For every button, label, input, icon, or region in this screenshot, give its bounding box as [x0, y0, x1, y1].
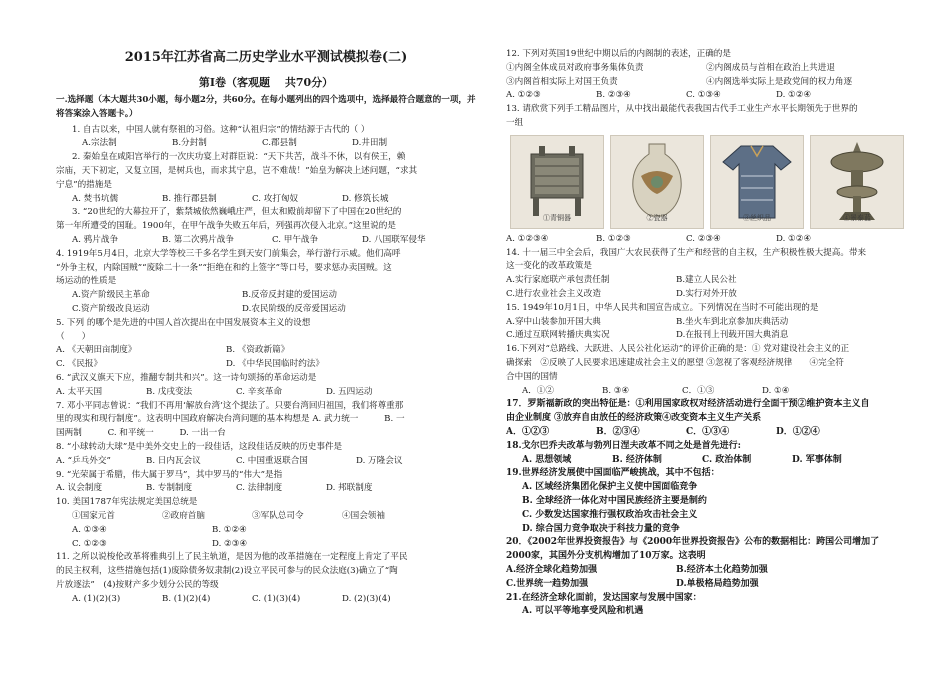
- option: D.农民阶级的反帝爱国运动: [242, 303, 346, 314]
- question-17-line: 由企业制度 ③放弃自由放任的经济政策④改变资本主义生产关系: [506, 413, 762, 424]
- option: B. 第二次鸦片战争: [162, 234, 234, 245]
- question-12-options: [506, 89, 906, 103]
- option: A.资产阶级民主革命: [72, 290, 150, 301]
- option: D.实行对外开放: [676, 288, 737, 299]
- option: C. ②③④: [686, 233, 721, 244]
- option: D. ②③④: [212, 538, 248, 549]
- question-10-items: [56, 510, 476, 524]
- option: B. ③④: [602, 385, 630, 396]
- question-4-line: “外争主权，内除国贼”“废除二十一条”“拒绝在和约上签字”等口号，要求惩办卖国贼。这: [56, 262, 392, 273]
- question-7: 7. 邓小平同志曾说：“我们不再用‘解放台湾’这个提法了。只要台湾回归祖国，我们将尊重那: [56, 400, 404, 411]
- option: B. ①②④: [212, 524, 247, 535]
- question-11-options: [56, 593, 476, 607]
- question-6: 6. “武汉义旗天下应，推翻专制共和兴”。这一诗句颂扬的革命运动是: [56, 372, 317, 383]
- image-caption: ③丝织品: [743, 213, 771, 222]
- option: C．①③④: [686, 426, 730, 437]
- option: A. ①②③④: [506, 233, 549, 244]
- question-12: 12. 下列对英国19世纪中期以后的内阁制的表述，正确的是: [506, 49, 731, 59]
- option: B. ②③④: [596, 90, 631, 101]
- option: C. (1)(3)(4): [252, 593, 301, 604]
- question-13-line: 一组: [506, 117, 524, 128]
- option: D.在报刊上刊载开国大典消息: [676, 330, 789, 341]
- question-16-options: [506, 385, 906, 399]
- option: B．②③④: [596, 426, 640, 437]
- option: D. (2)(3)(4): [342, 593, 391, 604]
- option: D．①②④: [776, 426, 820, 437]
- item: ②政府首脑: [162, 510, 205, 521]
- question-14-line: 这一变化的改革政策是: [506, 261, 592, 272]
- question-12-items-row1: [506, 62, 906, 76]
- question-10-options-row2: [56, 538, 476, 552]
- item: ①内阁全体成员对政府事务集体负责: [506, 62, 644, 73]
- question-3-line: 第一年所遭受的国耻。1900年，在甲午战争失败五年后，列强再次侵入北京。”这里说的是: [56, 221, 396, 232]
- option: C.郡县制: [262, 138, 297, 149]
- option: B. 全球经济一体化对中国民族经济主要是制约: [522, 495, 707, 506]
- question-4-line: 场运动的性质是: [56, 276, 117, 287]
- question-6-options: [56, 386, 476, 400]
- option: D. 军事体制: [792, 454, 842, 465]
- question-9-options: [56, 482, 476, 496]
- question-5-line: （ ）: [56, 331, 91, 342]
- option: D. 邦联制度: [326, 483, 373, 494]
- option: A.经济全球化趋势加强: [506, 564, 598, 575]
- option: B. 戊戌变法: [146, 386, 193, 397]
- option: A. 区域经济集团化保护主义使中国面临竞争: [522, 482, 698, 493]
- item: ③内阁首相实际上对国王负责: [506, 76, 618, 87]
- option: D. 综合国力竞争取决于科技力量的竞争: [522, 523, 680, 534]
- option: C. 攻打匈奴: [252, 193, 299, 204]
- question-16-line: 确探索 ②反映了人民要求迅速建成社会主义的愿望 ③忽视了客观经济规律 ④完全符: [506, 357, 844, 368]
- question-21: 21.在经济全球化面前，发达国家与发展中国家：: [506, 592, 702, 603]
- question-14-options-row2: [506, 288, 906, 302]
- option: D. ①②④: [776, 233, 812, 244]
- option: A. “乒乓外交”: [56, 455, 111, 466]
- item: ④国会领袖: [342, 510, 385, 521]
- question-13: 13. 请欣赏下列手工精品图片，从中找出最能代表我国古代手工业生产水平长期领先于世界的: [506, 104, 858, 115]
- option: C. 少数发达国家推行强权政治攻击社会主义: [522, 509, 698, 520]
- option: A. 可以平等地享受风险和机遇: [522, 606, 644, 617]
- question-4-options-row2: [56, 303, 476, 317]
- question-1-options: [56, 137, 476, 151]
- option: C. 辛亥革命: [236, 386, 283, 397]
- question-5-options-row2: [56, 358, 476, 372]
- question-9: 9. “光荣属于希腊，伟大属于罗马”，其中罗马的“伟大”是指: [56, 469, 283, 480]
- option: D. ①②④: [776, 90, 812, 101]
- option: A. (1)(2)(3): [72, 593, 121, 604]
- option: A. 思想领域: [522, 454, 572, 465]
- question-2-line: 宁息”的措施是: [56, 179, 112, 190]
- option: A. ①②③: [506, 90, 541, 101]
- option: C.进行农业社会主义改造: [506, 288, 601, 299]
- handicraft-images: [510, 135, 906, 229]
- image-caption: ④景泰蓝: [843, 213, 871, 222]
- option: B. 《资政新篇》: [226, 345, 290, 356]
- question-10: 10. 美国1787年宪法规定美国总统是: [56, 497, 198, 508]
- option: B. 日内瓦会议: [146, 455, 201, 466]
- question-20-line: 2000家，其国外分支机构增加了10万家。这表明: [506, 551, 706, 562]
- option: A. 太平天国: [56, 386, 103, 397]
- question-17: 17．罗斯福新政的突出特征是：①利用国家政权对经济活动进行全面干预②维护资本主义自: [506, 399, 870, 410]
- option: A. 议会制度: [56, 483, 103, 494]
- option: B.经济本土化趋势加强: [676, 564, 768, 575]
- question-8-options: [56, 455, 476, 469]
- question-20-options-row2: [506, 578, 906, 592]
- question-16: 16.下列对“总路线、大跃进、人民公社化运动”的评价正确的是：① 党对建设社会主义的正: [506, 344, 850, 355]
- option: B. 推行郡县制: [162, 193, 217, 204]
- option: B.坐火车到北京参加庆典活动: [676, 316, 789, 327]
- item: ③军队总司令: [252, 510, 304, 521]
- question-12-items-row2: [506, 76, 906, 90]
- option: A．①②③: [506, 426, 549, 437]
- question-17-options: [506, 426, 906, 440]
- option: A.穿中山装参加开国大典: [506, 316, 601, 327]
- option: D. 五四运动: [326, 386, 373, 397]
- option: C. 甲午战争: [272, 234, 319, 245]
- question-3: 3. “20世纪的大幕拉开了，紫禁城依然巍峨庄严，但太和殿前却留下了中国在20世纪的: [72, 207, 402, 218]
- question-18: 18.戈尔巴乔夫改革与勃列日涅夫改革不同之处是首先进行:: [506, 440, 741, 451]
- question-15-options-row2: [506, 329, 906, 343]
- option: B.建立人民公社: [676, 275, 737, 286]
- question-7-line: 国两制 C. 和平统一 D. 一出一台: [56, 428, 226, 439]
- option: D. 《中华民国临时约法》: [226, 359, 324, 370]
- question-2: 2. 秦始皇在咸阳宫举行的一次庆功宴上对群臣说：“天下共苦，战斗不休，以有侯王，赖: [72, 152, 406, 163]
- question-5-options-row1: [56, 344, 476, 358]
- option: A. 《天朝田亩制度》: [56, 345, 137, 356]
- left-column: [56, 0, 476, 606]
- question-2-options: [56, 193, 476, 207]
- page-title: 2015年江苏省高二历史学业水平测试模拟卷(二): [124, 50, 408, 65]
- question-3-options: [56, 234, 476, 248]
- section-title: 第Ⅰ卷（客观题 共70分）: [198, 76, 334, 89]
- option: B.分封制: [172, 138, 207, 149]
- item: ④内阁选举实际上是政党间的权力角逐: [706, 76, 853, 87]
- option: B. ①②③: [596, 233, 631, 244]
- item: ②内阁成员与首相在政治上共进退: [706, 62, 835, 73]
- question-10-options-row1: [56, 524, 476, 538]
- porcelain-vase-image: [610, 135, 704, 229]
- option: C. 《民报》: [56, 359, 103, 370]
- option: D. ①④: [762, 385, 790, 396]
- option: C．①③: [682, 385, 715, 396]
- instructions: 一.选择题（本大题共30小题，每小题2分，共60分。在每小题列出的四个选项中，选择最符合题意的一项，并将答案涂入答题卡。）: [56, 95, 476, 119]
- option: D. 八国联军侵华: [362, 234, 426, 245]
- question-7-line: 里的现实和现行制度”。这表明中国政府解决台湾问题的基本构想是 A. 武力统一 B. 一: [56, 414, 405, 425]
- question-20-options-row1: [506, 564, 906, 578]
- question-14-options-row1: [506, 274, 906, 288]
- option: A.实行家庭联产承包责任制: [506, 275, 610, 286]
- cloisonne-image: [810, 135, 904, 229]
- option: D. 修筑长城: [342, 193, 389, 204]
- option: C. 政治体制: [702, 454, 752, 465]
- image-caption: ①青铜器: [543, 213, 571, 222]
- option: A．①②: [522, 385, 554, 396]
- question-15: 15. 1949年10月1日，中华人民共和国宣告成立。下列情况在当时不可能出现的是: [506, 302, 819, 313]
- question-20: 20．《2002年世界投资报告》与《2000年世界投资报告》公布的数据相比：跨国公司增加了: [506, 537, 880, 548]
- option: C.通过互联网转播庆典实况: [506, 330, 610, 341]
- option: D.井田制: [352, 138, 388, 149]
- option: C. ①③④: [686, 90, 721, 101]
- option: B. 专制制度: [146, 483, 193, 494]
- item: ①国家元首: [72, 510, 115, 521]
- option: A.宗法制: [82, 138, 117, 149]
- question-2-line: 宗庙，天下初定，又复立国，是树兵也，而求其宁息，岂不难哉！”始皇为解决上述问题，“求其: [56, 165, 418, 176]
- question-16-line: 合中国的国情: [506, 371, 558, 382]
- option: A. ①③④: [72, 524, 107, 535]
- option: C.世界统一趋势加强: [506, 578, 589, 589]
- question-4: 4. 1919年5月4日，北京大学等校三千多名学生到天安门前集会，举行游行示威。他们高呼: [56, 248, 401, 259]
- option: A. 鸦片战争: [72, 234, 119, 245]
- question-19: 19.世界经济发展使中国面临严峻挑战，其中不包括：: [506, 468, 720, 479]
- right-column: [506, 48, 906, 619]
- option: C. 中国重返联合国: [236, 455, 308, 466]
- option: A. 焚书坑儒: [72, 193, 119, 204]
- option: D. 万隆会议: [356, 455, 403, 466]
- bronze-vessel-image: [510, 135, 604, 229]
- question-14: 14. 十一届三中全会后，我国广大农民获得了生产和经营的自主权，生产积极性极大提高。带来: [506, 247, 867, 258]
- option: B. (1)(2)(4): [162, 593, 211, 604]
- question-1: 1. 自古以来，中国人就有祭祖的习俗。这种“认祖归宗”的情结源于古代的（ ）: [72, 124, 370, 135]
- option: B. 经济体制: [612, 454, 662, 465]
- image-caption: ②瓷器: [646, 213, 668, 222]
- question-4-options-row1: [56, 289, 476, 303]
- question-8: 8. “小球转动大球”是中美外交史上的一段佳话，这段佳话反映的历史事件是: [56, 441, 343, 452]
- question-13-options: [506, 233, 906, 247]
- question-11-line: 的民主权利，这些措施包括(1)废除债务奴隶制(2)设立平民可参与的民众法庭(3)确立了“陶: [56, 566, 398, 577]
- question-11-line: 片放逐法” (4)按财产多少划分公民的等级: [56, 579, 219, 590]
- question-5: 5. 下列 的哪个是先进的中国人首次提出在中国发展资本主义的设想: [56, 317, 311, 328]
- option: C. ①②③: [72, 538, 107, 549]
- option: D.单极格局趋势加强: [676, 578, 759, 589]
- question-18-options: [506, 454, 906, 468]
- option: B.反帝反封建的爱国运动: [242, 290, 337, 301]
- option: C.资产阶级改良运动: [72, 303, 150, 314]
- question-11: 11. 之所以说梭伦改革将雅典引上了民主轨道，是因为他的改革措施在一定程度上肯定了平民: [56, 552, 408, 563]
- question-15-options-row1: [506, 316, 906, 330]
- option: C. 法律制度: [236, 483, 283, 494]
- silk-garment-image: [710, 135, 804, 229]
